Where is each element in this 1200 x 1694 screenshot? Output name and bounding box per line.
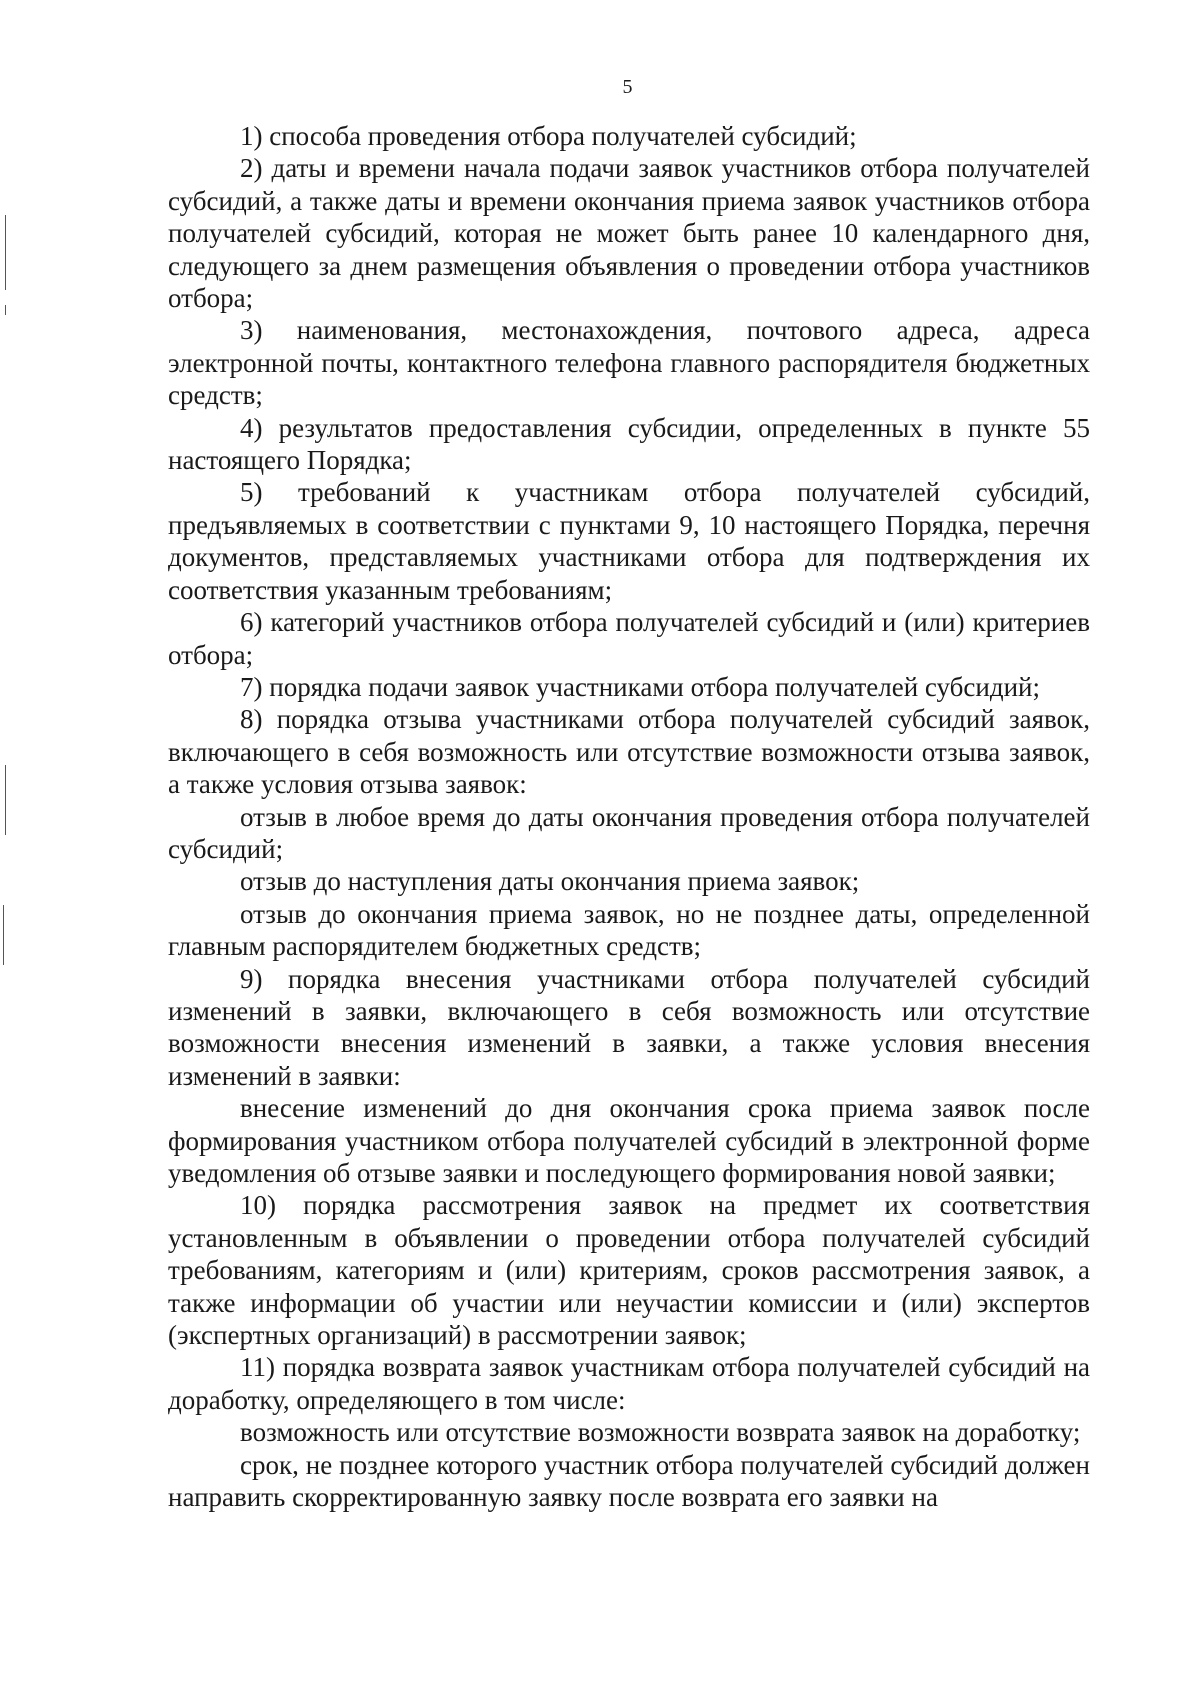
scan-mark (3, 905, 4, 965)
paragraph-9: 9) порядка внесения участниками отбора получателей субсидий изменений в заявки, включающего в себя возможность или отсутствие возможности внесения изменений в заявки, а также условия внесения изменений в заявки: (168, 963, 1090, 1091)
paragraph-8: 8) порядка отзыва участниками отбора получателей субсидий заявок, включающего в себя возможность или отсутствие возможности отзыва заявок, а также условия отзыва заявок: (168, 704, 1090, 800)
paragraph-11-option-2: срок, не позднее которого участник отбора получателей субсидий должен направить скорректированную заявку после возврата его заявки на (168, 1449, 1090, 1513)
paragraph-3: 3) наименования, местонахождения, почтового адреса, адреса электронной почты, контактного телефона главного распорядителя бюджетных средств; (168, 315, 1090, 411)
paragraph-11: 11) порядка возврата заявок участникам отбора получателей субсидий на доработку, определяющего в том числе: (168, 1352, 1090, 1415)
paragraph-8-option-1: отзыв в любое время до даты окончания проведения отбора получателей субсидий; (168, 801, 1090, 864)
paragraph-4: 4) результатов предоставления субсидии, определенных в пункте 55 настоящего Порядка; (168, 412, 1090, 476)
paragraph-2: 2) даты и времени начала подачи заявок участников отбора получателей субсидий, а также даты и времени окончания приема заявок участников отбора получателей субсидий, которая не может быть ранее 10 календарного дня, следующего за днем размещения объявления о проведении отбора участников отбора; (168, 153, 1090, 314)
paragraph-5: 5) требований к участникам отбора получателей субсидий, предъявляемых в соответствии с пунктами 9, 10 настоящего Порядка, перечня документов, представляемых участниками отбора для подтверждения их соответствия указанным требованиям; (168, 477, 1090, 605)
paragraph-7: 7) порядка подачи заявок участниками отбора получателей субсидий; (240, 671, 1040, 702)
scan-mark (5, 215, 6, 290)
paragraph-9-option-1: внесение изменений до дня окончания срока приема заявок после формирования участником отбора получателей субсидий в электронной форме уведомления об отзыве заявки и последующего формирования новой заявки; (168, 1093, 1090, 1188)
paragraph-8-option-2: отзыв до наступления даты окончания приема заявок; (240, 866, 860, 897)
paragraph-1: 1) способа проведения отбора получателей субсидий; (240, 121, 857, 151)
paragraph-8-option-3: отзыв до окончания приема заявок, но не позднее даты, определенной главным распорядителем бюджетных средств; (168, 898, 1090, 962)
scan-mark (5, 305, 6, 315)
paragraph-6: 6) категорий участников отбора получателей субсидий и (или) критериев отбора; (168, 607, 1090, 670)
page-number: 5 (622, 76, 633, 98)
paragraph-10: 10) порядка рассмотрения заявок на предмет их соответствия установленным в объявлении о проведении отбора получателей субсидий требованиям, категориям и (или) критериям, сроков рассмотрения заявок, а также информации об участии или неучастии комиссии и (или) экспертов (экспертных организаций) в рассмотрении заявок; (168, 1190, 1090, 1351)
scan-mark (5, 765, 6, 835)
paragraph-11-option-1: возможность или отсутствие возможности возврата заявок на доработку; (240, 1417, 1081, 1448)
document-body (168, 120, 1090, 1513)
